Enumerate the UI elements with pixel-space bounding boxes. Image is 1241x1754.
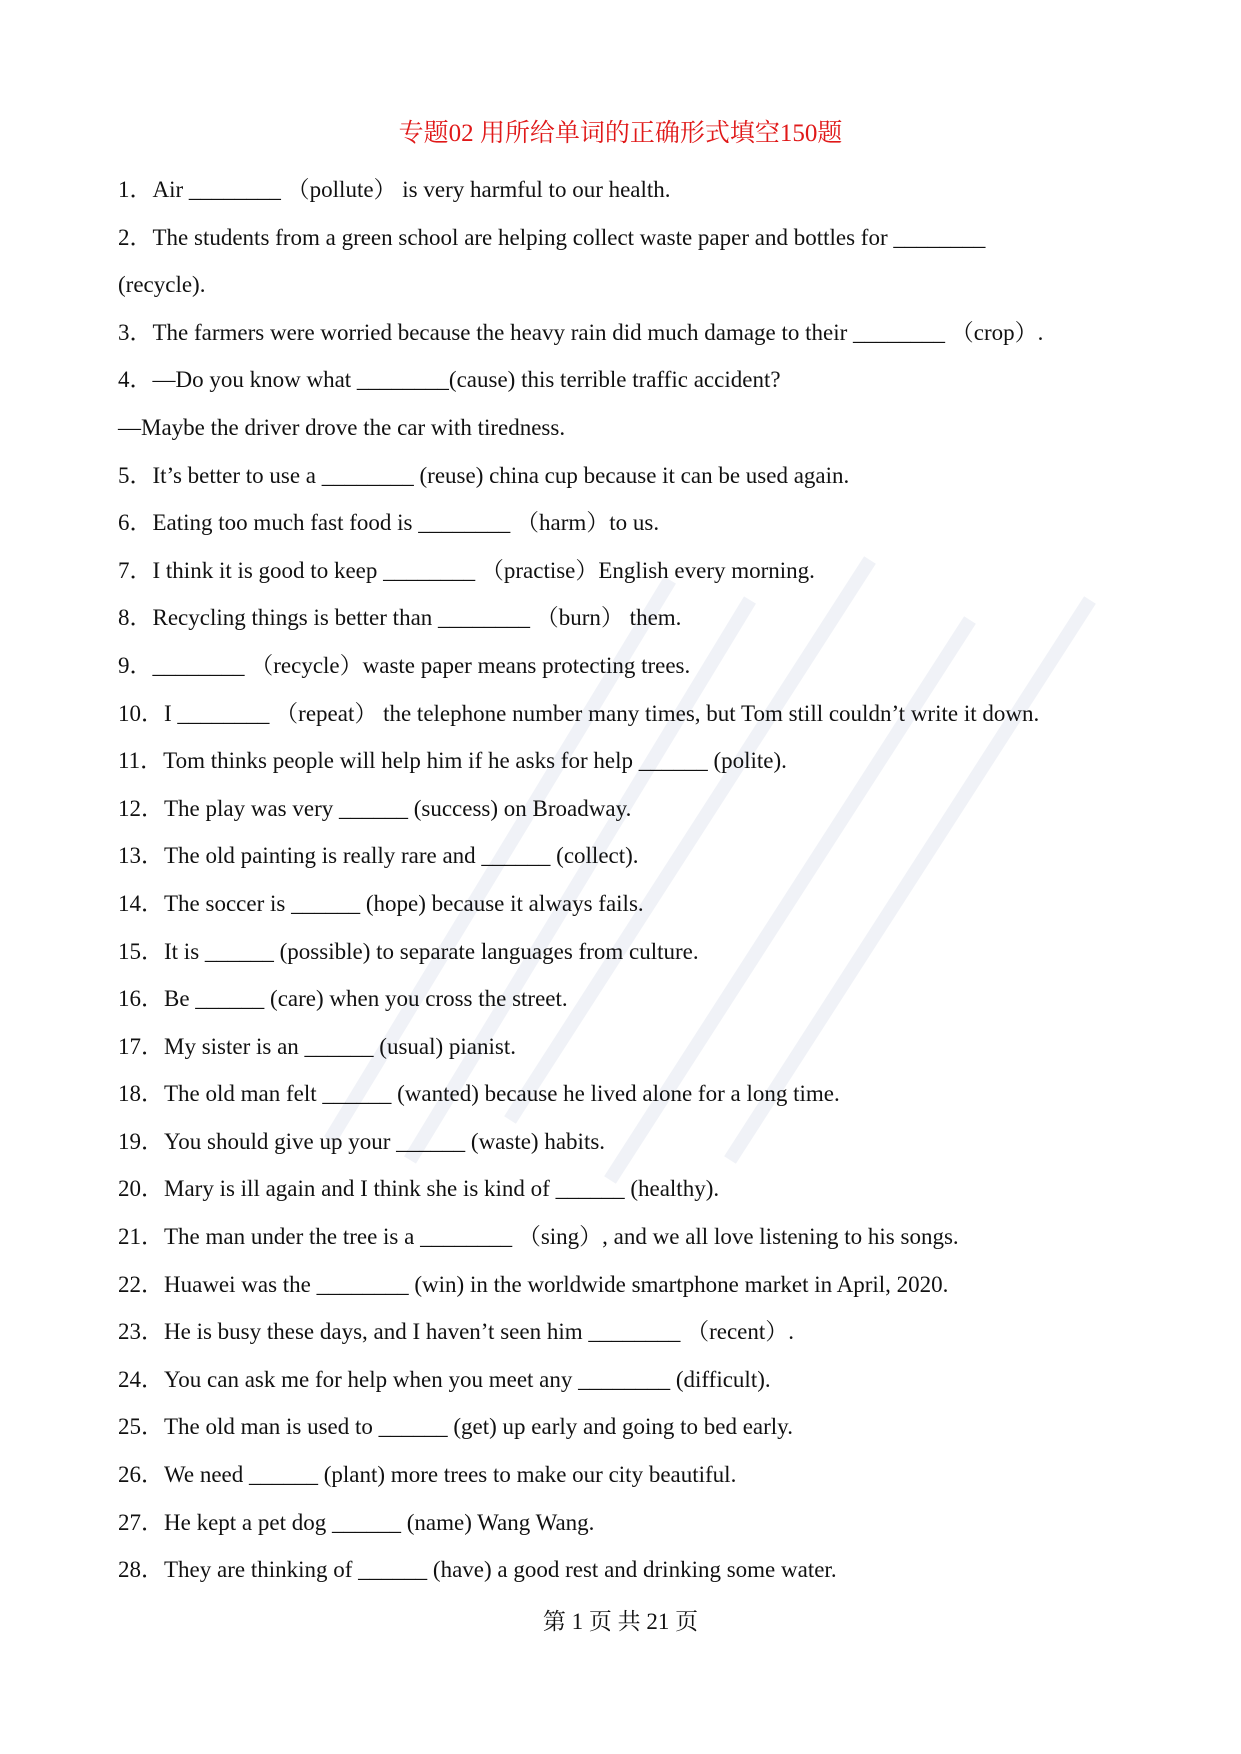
question-line: (recycle). — [118, 272, 206, 298]
question-line: 3．The farmers were worried because the heavy rain did much damage to their ________ （crop）. — [118, 319, 1044, 345]
footer-middle: 页 共 — [588, 1609, 641, 1634]
question-line: 28．They are thinking of ______ (have) a good rest and drinking some water. — [118, 1557, 837, 1583]
page-title: 专题02 用所给单词的正确形式填空150题 — [398, 120, 843, 147]
question-line: 22．Huawei was the ________ (win) in the worldwide smartphone market in April, 2020. — [118, 1271, 949, 1297]
question-line: 9．________ （recycle）waste paper means protecting trees. — [118, 652, 691, 678]
question-line: 6．Eating too much fast food is ________ （harm）to us. — [118, 510, 660, 536]
footer-prefix: 第 — [542, 1609, 566, 1634]
question-list — [118, 166, 1128, 1594]
question-line: 11．Tom thinks people will help him if he asks for help ______ (polite). — [118, 748, 787, 774]
question-line: 13．The old painting is really rare and ______ (collect). — [118, 843, 639, 869]
question-line: 2．The students from a green school are helping collect waste paper and bottles for ________ — [118, 224, 986, 250]
question-line: 21．The man under the tree is a ________ （sing）, and we all love listening to his songs. — [118, 1224, 959, 1250]
question-line: 26．We need ______ (plant) more trees to make our city beautiful. — [118, 1462, 737, 1488]
question-line: 12．The play was very ______ (success) on Broadway. — [118, 795, 632, 821]
question-line: 10．I ________ （repeat） the telephone number many times, but Tom still couldn’t write it down. — [118, 700, 1040, 726]
page-footer — [0, 1607, 1241, 1637]
question-line: 14．The soccer is ______ (hope) because it always fails. — [118, 890, 644, 916]
question-line: 27．He kept a pet dog ______ (name) Wang Wang. — [118, 1509, 595, 1535]
question-line: 4．—Do you know what ________(cause) this terrible traffic accident? — [118, 367, 781, 393]
question-line: 1．Air ________ （pollute） is very harmful to our health. — [118, 177, 671, 202]
question-line: 15．It is ______ (possible) to separate languages from culture. — [118, 938, 699, 964]
question-line: 17．My sister is an ______ (usual) pianist. — [118, 1033, 516, 1059]
question-line: —Maybe the driver drove the car with tiredness. — [118, 414, 566, 440]
question-line: 16．Be ______ (care) when you cross the street. — [118, 986, 568, 1012]
question-line: 8．Recycling things is better than ________ （burn） them. — [118, 605, 682, 631]
question-line: 23．He is busy these days, and I haven’t seen him ________ （recent）. — [118, 1319, 795, 1345]
question-line: 7．I think it is good to keep ________ （practise）English every morning. — [118, 557, 815, 583]
question-line: 5．It’s better to use a ________ (reuse) china cup because it can be used again. — [118, 462, 850, 488]
footer-suffix: 页 — [675, 1609, 699, 1634]
question-line: 18．The old man felt ______ (wanted) because he lived alone for a long time. — [118, 1081, 840, 1107]
question-line: 24．You can ask me for help when you meet any ________ (difficult). — [118, 1366, 771, 1392]
footer-page-number: 1 — [571, 1609, 584, 1634]
footer-total-pages: 21 — [646, 1609, 670, 1634]
question-line: 20．Mary is ill again and I think she is kind of ______ (healthy). — [118, 1176, 720, 1202]
question-line: 25．The old man is used to ______ (get) up early and going to bed early. — [118, 1414, 793, 1440]
question-line: 19．You should give up your ______ (waste) habits. — [118, 1128, 606, 1154]
